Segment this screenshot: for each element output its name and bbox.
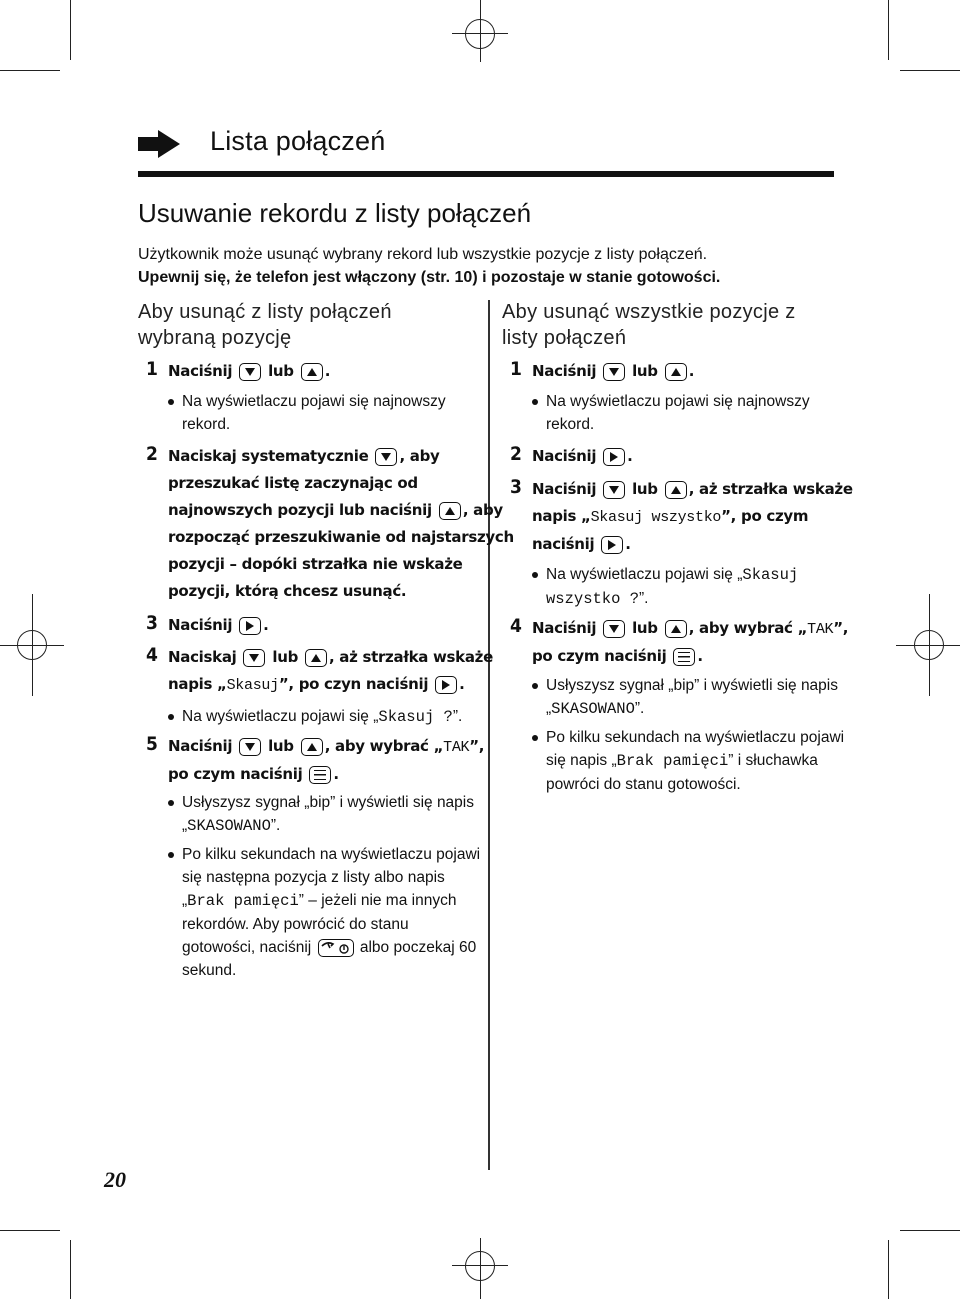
step-3: Naciśnij . bbox=[168, 616, 269, 634]
right-key-icon bbox=[603, 448, 625, 466]
step-4: Naciskaj lub , aż strzałka wskaże napis „Skasuj”, po czyn naciśnij . bbox=[168, 648, 493, 694]
up-key-icon bbox=[301, 363, 323, 381]
step-number: 5 bbox=[146, 733, 158, 755]
page-number: 20 bbox=[104, 1167, 126, 1192]
header-title: Lista połączeń bbox=[210, 126, 386, 156]
down-key-icon bbox=[603, 620, 625, 638]
up-key-icon bbox=[665, 481, 687, 499]
up-key-icon bbox=[439, 502, 461, 520]
step-number: 2 bbox=[510, 443, 522, 465]
step-5: Naciśnij lub , aby wybrać „TAK”, po czym naciśnij . bbox=[168, 737, 485, 783]
column-divider bbox=[488, 300, 490, 1170]
right-key-icon bbox=[239, 617, 261, 635]
down-key-icon bbox=[243, 649, 265, 667]
up-key-icon bbox=[665, 363, 687, 381]
down-key-icon bbox=[239, 738, 261, 756]
step-number: 2 bbox=[146, 443, 158, 465]
bullet-text: Usłyszysz sygnał „bip” i wyświetli się napis „SKASOWANO”. bbox=[182, 791, 474, 838]
bullet-text: Po kilku sekundach na wyświetlaczu pojawi się następna pozycja z listy albo napis „Brak pamięci” – jeżeli nie ma innych rekordów. Aby powrócić do stanu gotowości, naciśnij albo poczekaj 60 sekund. bbox=[182, 843, 480, 982]
step-1: Naciśnij lub . bbox=[168, 362, 331, 380]
bullet-text: Usłyszysz sygnał „bip” i wyświetli się napis „SKASOWANO”. bbox=[546, 674, 838, 721]
menu-key-icon bbox=[673, 648, 695, 666]
bullet-text: Na wyświetlaczu pojawi się najnowszy rekord. bbox=[546, 390, 810, 436]
bullet-text: Na wyświetlaczu pojawi się „Skasuj wszystko ?”. bbox=[546, 563, 798, 611]
step-number: 4 bbox=[146, 644, 158, 666]
bullet-text: Na wyświetlaczu pojawi się „Skasuj ?”. bbox=[182, 705, 462, 729]
right-heading: Aby usunąć wszystkie pozycje z listy połączeń bbox=[502, 301, 796, 349]
step-number: 1 bbox=[146, 358, 158, 380]
arrow-right-icon bbox=[138, 128, 182, 160]
up-key-icon bbox=[665, 620, 687, 638]
off-key-icon bbox=[318, 939, 354, 957]
intro-text: Użytkownik może usunąć wybrany rekord lub wszystkie pozycje z listy połączeń. bbox=[138, 246, 708, 263]
bullet-text: Po kilku sekundach na wyświetlaczu pojawi się napis „Brak pamięci” i słuchawka powróci do stanu gotowości. bbox=[546, 726, 844, 796]
step-4: Naciśnij lub , aby wybrać „TAK”, po czym naciśnij . bbox=[532, 619, 849, 665]
menu-key-icon bbox=[309, 766, 331, 784]
bullet-text: Na wyświetlaczu pojawi się najnowszy rekord. bbox=[182, 390, 446, 436]
down-key-icon bbox=[603, 481, 625, 499]
right-key-icon bbox=[435, 676, 457, 694]
down-key-icon bbox=[375, 448, 397, 466]
down-key-icon bbox=[603, 363, 625, 381]
intro-text-bold: Upewnij się, że telefon jest włączony (str. 10) i pozostaje w stanie gotowości. bbox=[138, 269, 721, 286]
step-number: 4 bbox=[510, 615, 522, 637]
step-1: Naciśnij lub . bbox=[532, 362, 695, 380]
down-key-icon bbox=[239, 363, 261, 381]
header-rule bbox=[138, 171, 834, 177]
left-heading: Aby usunąć z listy połączeń wybraną pozycję bbox=[138, 301, 392, 349]
right-key-icon bbox=[601, 536, 623, 554]
step-number: 3 bbox=[510, 476, 522, 498]
step-number: 3 bbox=[146, 612, 158, 634]
section-title: Usuwanie rekordu z listy połączeń bbox=[138, 198, 532, 228]
up-key-icon bbox=[301, 738, 323, 756]
step-number: 1 bbox=[510, 358, 522, 380]
up-key-icon bbox=[305, 649, 327, 667]
step-2: Naciskaj systematycznie , aby przeszukać listę zaczynając od najnowszych pozycji lub naciśnij , aby rozpocząć przeszukiwanie od najstarszych pozycji – dopóki strzałka nie wskaże pozycji, którą chcesz usunąć. bbox=[168, 447, 514, 600]
step-2: Naciśnij . bbox=[532, 447, 633, 465]
step-3: Naciśnij lub , aż strzałka wskaże napis „Skasuj wszystko”, po czym naciśnij . bbox=[532, 480, 853, 553]
